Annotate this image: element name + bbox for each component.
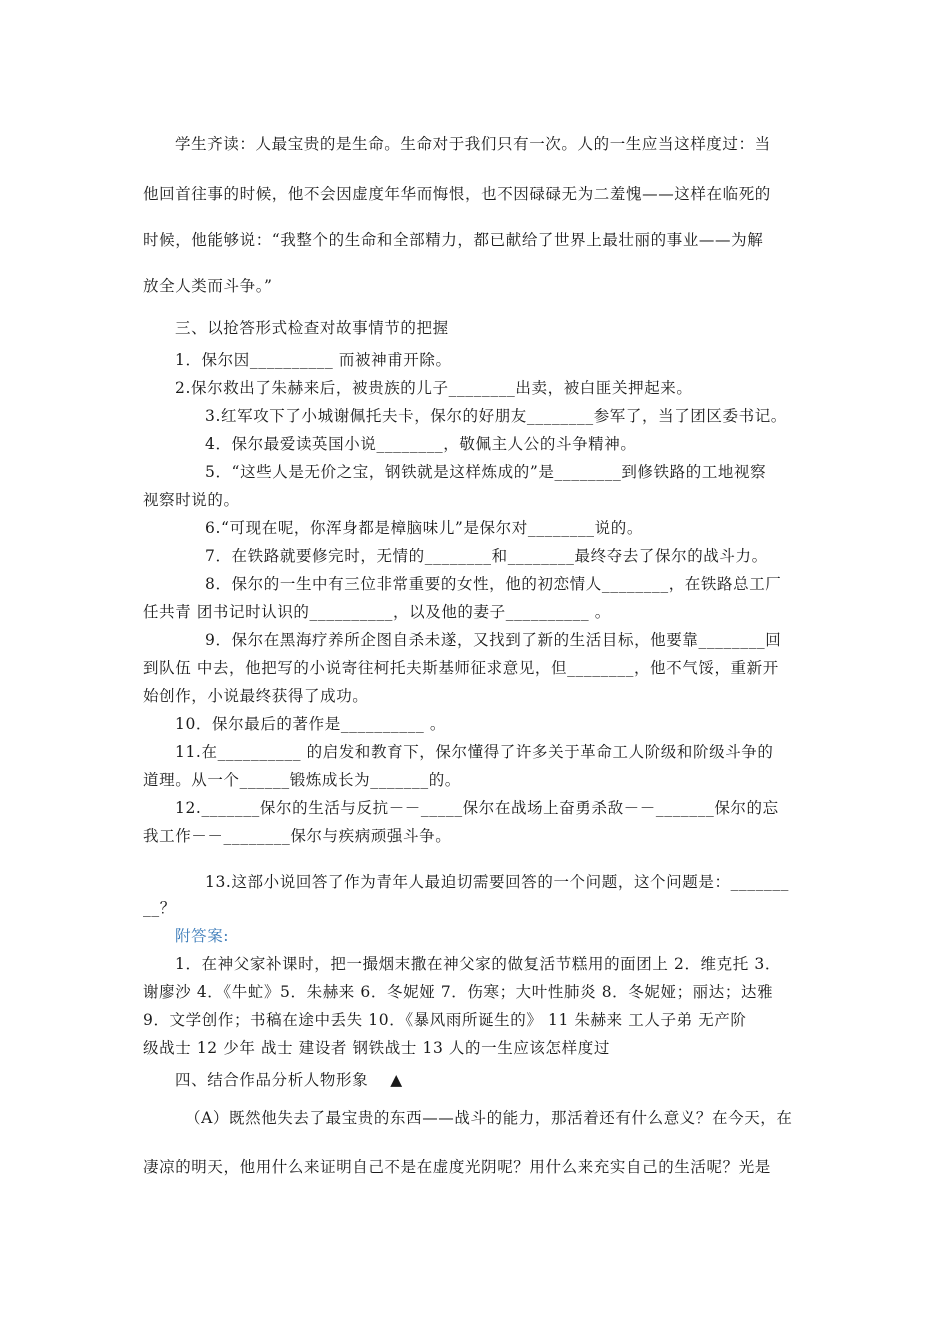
question-9-cont-2: 始创作，小说最终获得了成功。 <box>143 687 369 705</box>
question-9: 9．保尔在黑海疗养所企图自杀未遂，又找到了新的生活目标，他要靠________回 <box>205 631 782 649</box>
question-10: 10．保尔最后的著作是__________ 。 <box>175 715 446 733</box>
section4-heading: 四、结合作品分析人物形象 ▲ <box>175 1071 403 1089</box>
question-1: 1．保尔因__________ 而被神甫开除。 <box>175 351 452 369</box>
question-7: 7．在铁路就要修完时，无情的________和________最终夺去了保尔的战斗力。 <box>205 547 768 565</box>
reading-line-2: 他回首往事的时候，他不会因虚度年华而悔恨，也不因碌碌无为二羞愧——这样在临死的 <box>143 185 771 203</box>
question-8: 8．保尔的一生中有三位非常重要的女性，他的初恋情人________，在铁路总工厂 <box>205 575 782 593</box>
section3-heading: 三、以抢答形式检查对故事情节的把握 <box>175 319 449 337</box>
section4-line-1: （A）既然他失去了最宝贵的东西——战斗的能力，那活着还有什么意义？在今天，在 <box>185 1109 793 1127</box>
answers-line-3: 9．文学创作；书稿在途中丢失 10．《暴风雨所诞生的》 11 朱赫来 工人子弟 无产阶 <box>143 1011 747 1029</box>
question-8-cont: 任共青 团书记时认识的__________，以及他的妻子__________ 。 <box>143 603 611 621</box>
question-4: 4．保尔最爱读英国小说________，敬佩主人公的斗争精神。 <box>205 435 637 453</box>
answers-label: 附答案: <box>175 927 230 945</box>
question-11: 11.在__________ 的启发和教育下，保尔懂得了许多关于革命工人阶级和阶级斗争的 <box>175 743 774 761</box>
reading-line-4: 放全人类而斗争。” <box>143 277 273 295</box>
question-13-cont: __？ <box>143 899 176 917</box>
triangle-icon: ▲ <box>390 1071 403 1089</box>
question-11-cont: 道理。从一个______锻炼成长为_______的。 <box>143 771 461 789</box>
question-5: 5．“这些人是无价之宝，钢铁就是这样炼成的”是________到修铁路的工地视察 <box>205 463 767 481</box>
question-12: 12._______保尔的生活与反抗－－_____保尔在战场上奋勇杀敌－－_______保尔的忘 <box>175 799 779 817</box>
question-12-cont: 我工作－－________保尔与疾病顽强斗争。 <box>143 827 452 845</box>
section4-line-2: 凄凉的明天，他用什么来证明自己不是在虚度光阴呢？用什么来充实自己的生活呢？光是 <box>143 1158 771 1176</box>
question-6: 6.“可现在呢，你浑身都是樟脑味儿”是保尔对________说的。 <box>205 519 643 537</box>
question-13: 13.这部小说回答了作为青年人最迫切需要回答的一个问题，这个问题是：_______ <box>205 873 790 891</box>
reading-line-1: 学生齐读：人最宝贵的是生命。生命对于我们只有一次。人的一生应当这样度过：当 <box>175 135 771 153</box>
question-5-cont: 视察时说的。 <box>143 491 240 509</box>
question-9-cont: 到队伍 中去，他把写的小说寄往柯托夫斯基师征求意见，但________，他不气馁，重新开 <box>143 659 779 677</box>
reading-line-3: 时候，他能够说：“我整个的生命和全部精力，都已献给了世界上最壮丽的事业——为解 <box>143 231 764 249</box>
answers-line-1: 1．在神父家补课时，把一撮烟末撒在神父家的做复活节糕用的面团上 2．维克托 3． <box>175 955 781 973</box>
answers-line-4: 级战士 12 少年 战士 建设者 钢铁战士 13 人的一生应该怎样度过 <box>143 1039 610 1057</box>
question-2: 2.保尔救出了朱赫来后，被贵族的儿子________出卖，被白匪关押起来。 <box>175 379 693 397</box>
question-3: 3.红军攻下了小城谢佩托夫卡，保尔的好朋友________参军了，当了团区委书记。 <box>205 407 787 425</box>
answers-line-2: 谢廖沙 4．《牛虻》5．朱赫来 6．冬妮娅 7．伤寒；大叶性肺炎 8．冬妮娅；丽达；达雅 <box>143 983 774 1001</box>
